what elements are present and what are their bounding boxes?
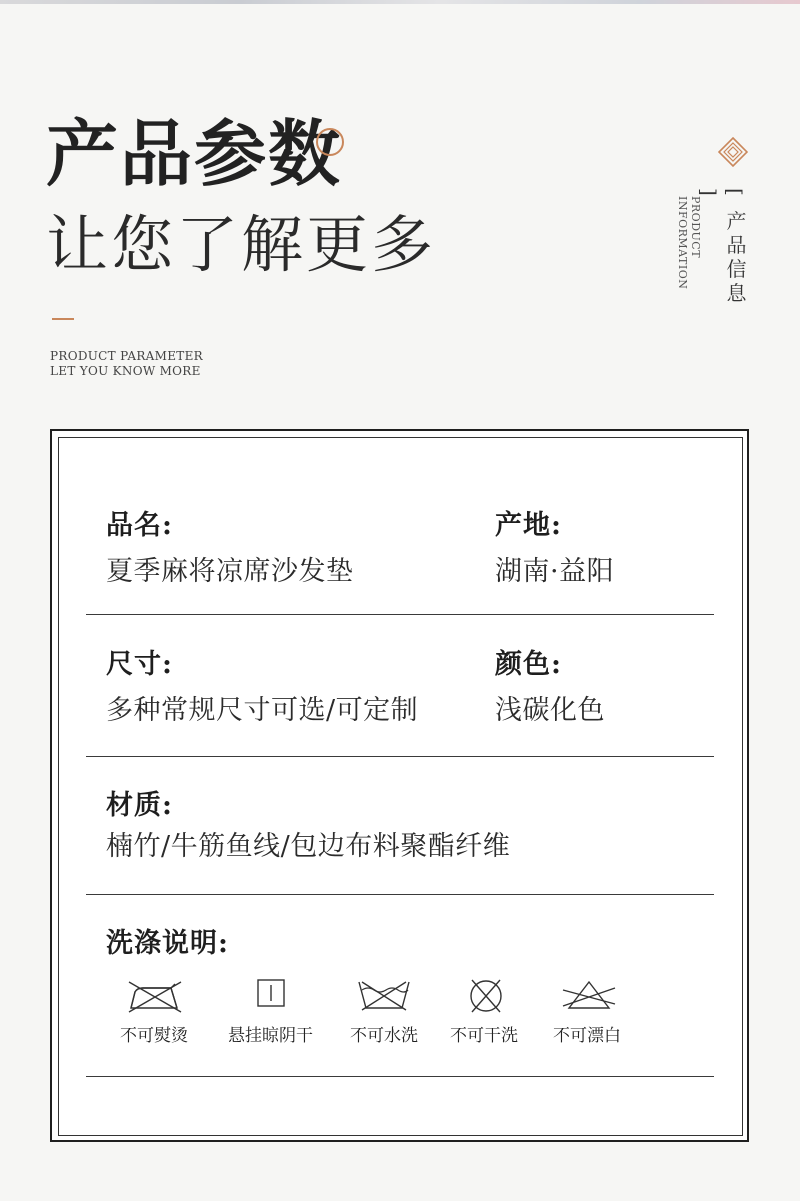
row-divider bbox=[86, 756, 714, 757]
product-name-value: 夏季麻将凉席沙发垫 bbox=[106, 556, 354, 587]
no-bleach-icon bbox=[559, 976, 619, 1016]
hang-dry-shade-icon bbox=[241, 976, 301, 1016]
care-instructions-label: 洗涤说明: bbox=[106, 928, 229, 959]
material-value: 楠竹/牛筋鱼线/包边布料聚酯纤维 bbox=[106, 831, 511, 862]
no-wash-icon bbox=[354, 976, 414, 1016]
row-divider bbox=[86, 894, 714, 895]
english-subtitle-line2: LET YOU KNOW MORE bbox=[50, 364, 201, 378]
product-name-label: 品名: bbox=[106, 510, 173, 541]
side-english-label: PRODUCT INFORMATION bbox=[676, 196, 702, 290]
size-value: 多种常规尺寸可选/可定制 bbox=[106, 695, 419, 726]
size-label: 尺寸: bbox=[106, 649, 173, 680]
row-divider bbox=[86, 614, 714, 615]
origin-value: 湖南·益阳 bbox=[495, 556, 615, 587]
accent-divider bbox=[52, 318, 74, 320]
color-value: 浅碳化色 bbox=[495, 695, 605, 726]
no-dry-clean-icon bbox=[456, 976, 516, 1016]
english-subtitle-line1: PRODUCT PARAMETER bbox=[50, 349, 203, 363]
care-label-no-dry-clean: 不可干洗 bbox=[450, 1026, 518, 1046]
no-iron-icon bbox=[125, 976, 185, 1016]
color-label: 颜色: bbox=[495, 649, 562, 680]
side-chinese-label: [ 产品信息 ] bbox=[697, 188, 747, 307]
origin-label: 产地: bbox=[495, 510, 562, 541]
care-label-no-iron: 不可熨烫 bbox=[120, 1026, 188, 1046]
circle-accent-icon bbox=[316, 128, 344, 156]
english-subtitle bbox=[50, 349, 203, 379]
row-divider bbox=[86, 1076, 714, 1077]
page-subtitle: 让您了解更多 bbox=[46, 208, 437, 281]
top-decorative-strip bbox=[0, 0, 800, 4]
diamond-icon bbox=[718, 137, 748, 167]
care-label-hang-dry: 悬挂晾阴干 bbox=[228, 1026, 313, 1046]
page-title: 产品参数 bbox=[46, 111, 343, 196]
care-label-no-wash: 不可水洗 bbox=[350, 1026, 418, 1046]
care-label-no-bleach: 不可漂白 bbox=[553, 1026, 621, 1046]
material-label: 材质: bbox=[106, 790, 173, 821]
